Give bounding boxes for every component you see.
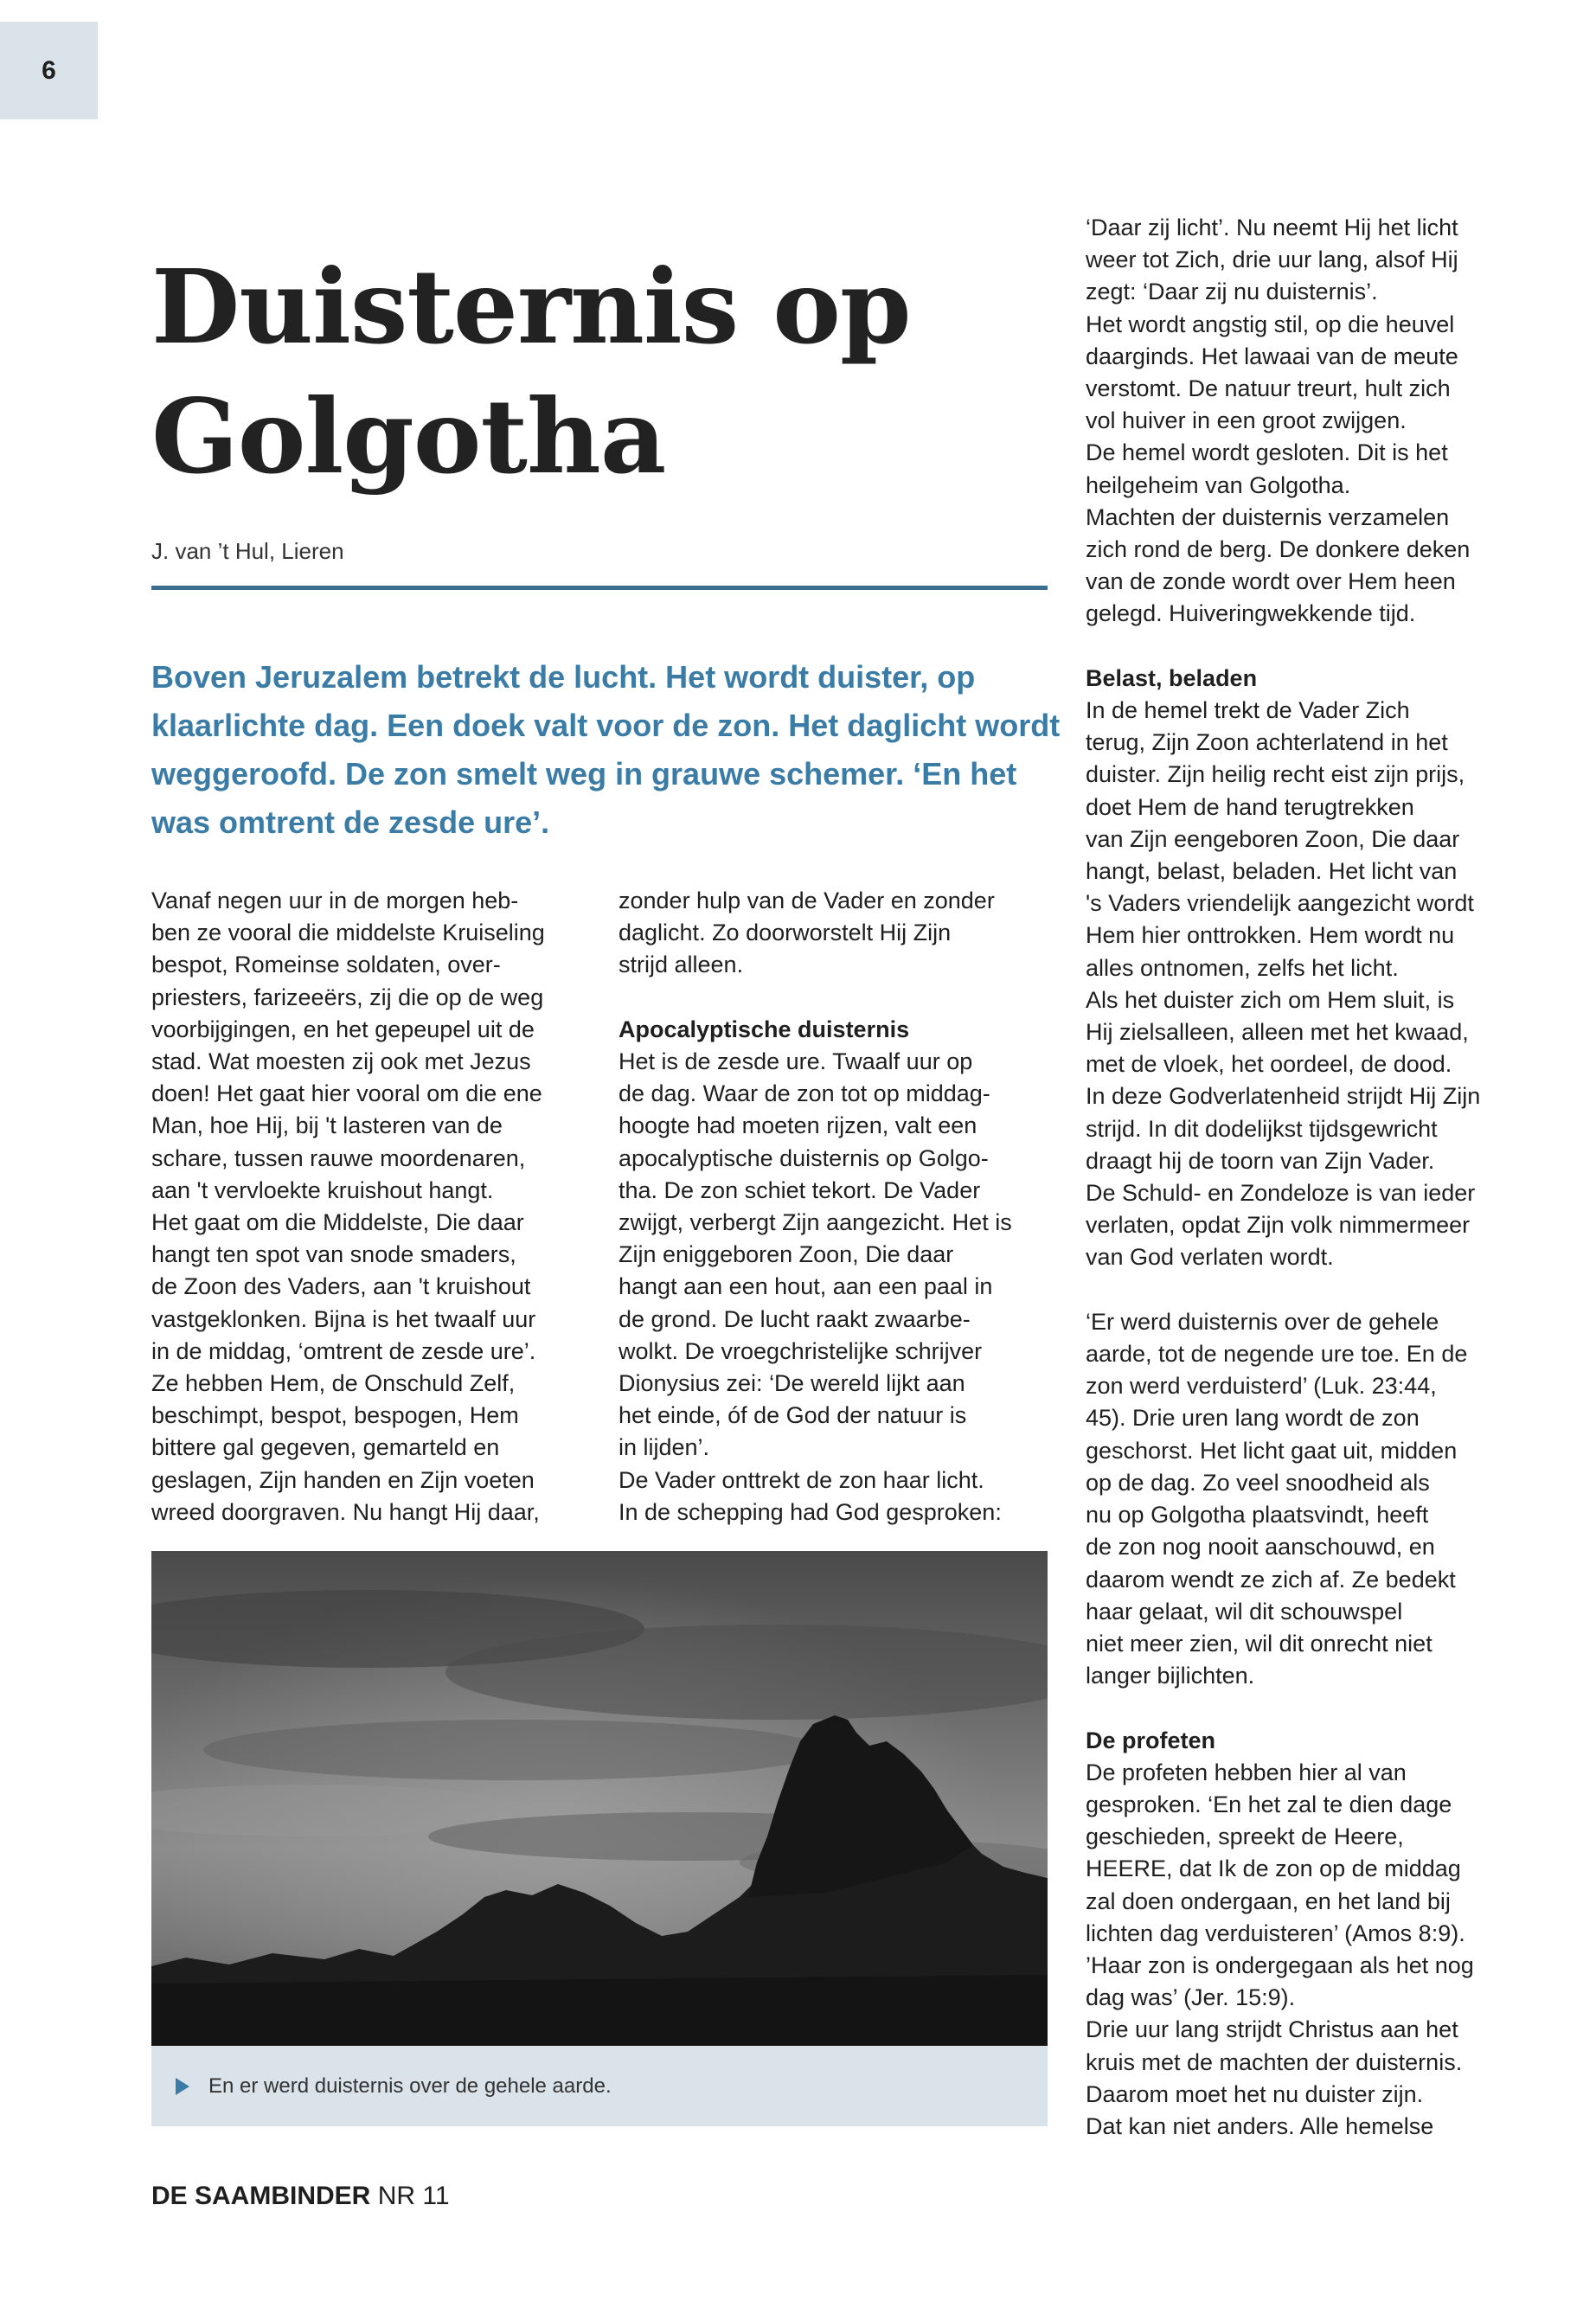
paragraph-gap bbox=[1086, 1692, 1553, 1724]
page-number: 6 bbox=[0, 22, 98, 119]
col3-paragraph-4: De profeten hebben hier al van gesproken. ‘En het zal te dien dage geschieden, spreekt de Heere, HEERE, dat Ik de zon op de middag zal doen ondergaan, en het land bij lichten dag verduisteren’ (Amos 8:9). ’Haar zon is ondergegaan als het nog dag was’ (Jer. 15:9). Drie uur lang strijdt Christus aan het kruis met de machten der duisternis. Daarom moet het nu duister zijn. Dat kan niet anders. Alle hemelse bbox=[1086, 1759, 1474, 2139]
subheading-belast: Belast, beladen bbox=[1086, 664, 1258, 691]
caption-arrow-icon bbox=[176, 2078, 189, 2095]
body-column-2 bbox=[619, 885, 1068, 1529]
col3-paragraph-2: In de hemel trekt de Vader Zich terug, Zijn Zoon achterlatend in het duister. Zijn heilig recht eist zijn prijs, doet Hem de hand terugtrekken van Zijn eengeboren Zoon, Die daar hangt, belast, beladen. Het licht van 's Vaders vriendelijk aangezicht wordt Hem hier onttrokken. Hem wordt nu alles ontnomen, zelfs het licht. Als het duister zich om Hem sluit, is Hij zielsalleen, alleen met het kwaad, met de vloek, het oordeel, de dood. In deze Godverlatenheid strijdt Hij Zijn strijd. In dit dodelijkst tijdsgewricht draagt hij de toorn van Zijn Vader. De Schuld- en Zondeloze is van ieder verlaten, opdat Zijn volk nimmermeer van God verlaten wordt. bbox=[1086, 697, 1481, 1271]
col2-paragraph-1: zonder hulp van de Vader en zonder daglicht. Zo doorworstelt Hij Zijn strijd alleen. bbox=[619, 888, 995, 978]
dark-sky-photo bbox=[151, 1551, 1048, 2046]
article-lead: Boven Jeruzalem betrekt de lucht. Het wordt duister, op klaarlichte dag. Een doek valt voor de zon. Het daglicht wordt weggeroofd. De zon smelt weg in grauwe schemer. ‘En het was omtrent de zesde ure’. bbox=[151, 659, 1061, 840]
paragraph-gap bbox=[619, 982, 1068, 1014]
body-column-1 bbox=[151, 885, 601, 1529]
paragraph-gap bbox=[1086, 1274, 1553, 1306]
caption-text: En er werd duisternis over de gehele aarde. bbox=[208, 2073, 612, 2098]
title-line-1: Duisternis op bbox=[151, 247, 911, 367]
title-line-2: Golgotha bbox=[151, 376, 666, 497]
subheading-apocalyptische: Apocalyptische duisternis bbox=[619, 1016, 910, 1042]
col2-paragraph-2: Het is de zesde ure. Twaalf uur op de dag. Waar de zon tot op middag- hoogte had moeten rijzen, valt een apocalyptische duisternis op Golgo- tha. De zon schiet tekort. De Vader zwijgt, verbergt Zijn aangezicht. Het is Zijn eniggeboren Zoon, Die daar hangt aan een hout, aan een paal in de grond. De lucht raakt zwaarbe- wolkt. De vroegchristelijke schrijver Dionysius zei: ‘De wereld lijkt aan het einde, óf de God der natuur is in lijden’. De Vader onttrekt de zon haar licht. In de schepping had God gesproken: bbox=[619, 1048, 1012, 1525]
col3-paragraph-1: ‘Daar zij licht’. Nu neemt Hij het licht weer tot Zich, drie uur lang, alsof Hij zegt: ‘Daar zij nu duisternis’. Het wordt angstig stil, op die heuvel daarginds. Het lawaai van de meute verstomt. De natuur treurt, hult zich vol huiver in een groot zwijgen. De hemel wordt gesloten. Dit is het heilgeheim van Golgotha. Machten der duisternis verzamelen zich rond de berg. De donkere deken van de zonde wordt over Hem heen gelegd. Huiveringwekkende tijd. bbox=[1086, 215, 1471, 627]
footer-brand: DE SAAMBINDER bbox=[151, 2182, 371, 2210]
col1-paragraph-1: Vanaf negen uur in de morgen heb- ben ze vooral die middelste Kruiseling bespot, Romeinse soldaten, over- priesters, farizeeërs, zij die op de weg voorbijgingen, en het gepeupel uit de stad. Wat moesten zij ook met Jezus doen! Het gaat hier vooral om die ene Man, hoe Hij, bij 't lasteren van de schare, tussen rauwe moordenaren, aan 't vervloekte kruishout hangt. Het gaat om die Middelste, Die daar hangt ten spot van snode smaders, de Zoon des Vaders, aan 't kruishout vastgeklonken. Bijna is het twaalf uur in de middag, ‘omtrent de zesde ure’. Ze hebben Hem, de Onschuld Zelf, beschimpt, bespot, bespogen, Hem bittere gal gegeven, gemarteld en geslagen, Zijn handen en Zijn voeten wreed doorgraven. Nu hangt Hij daar, bbox=[151, 888, 545, 1525]
paragraph-gap bbox=[1086, 631, 1553, 663]
footer-issue: NR 11 bbox=[377, 2182, 450, 2210]
subheading-profeten: De profeten bbox=[1086, 1727, 1216, 1753]
col3-paragraph-3: ‘Er werd duisternis over de gehele aarde, tot de negende ure toe. En de zon werd verduisterd’ (Luk. 23:44, 45). Drie uren lang wordt de zon geschorst. Het licht gaat uit, midden op de dag. Zo veel snoodheid als nu op Golgotha plaatsvindt, heeft de zon nog nooit aanschouwd, en daarom wendt ze zich af. Ze bedekt haar gelaat, wil dit schouwspel niet meer zien, wil dit onrecht niet langer bijlichten. bbox=[1086, 1308, 1468, 1689]
title-divider bbox=[151, 586, 1048, 590]
article-author: J. van ’t Hul, Lieren bbox=[151, 538, 344, 564]
article-title bbox=[151, 242, 1060, 502]
body-column-3 bbox=[1086, 212, 1553, 2143]
photo-caption bbox=[151, 2046, 1048, 2126]
footer bbox=[151, 2182, 450, 2211]
